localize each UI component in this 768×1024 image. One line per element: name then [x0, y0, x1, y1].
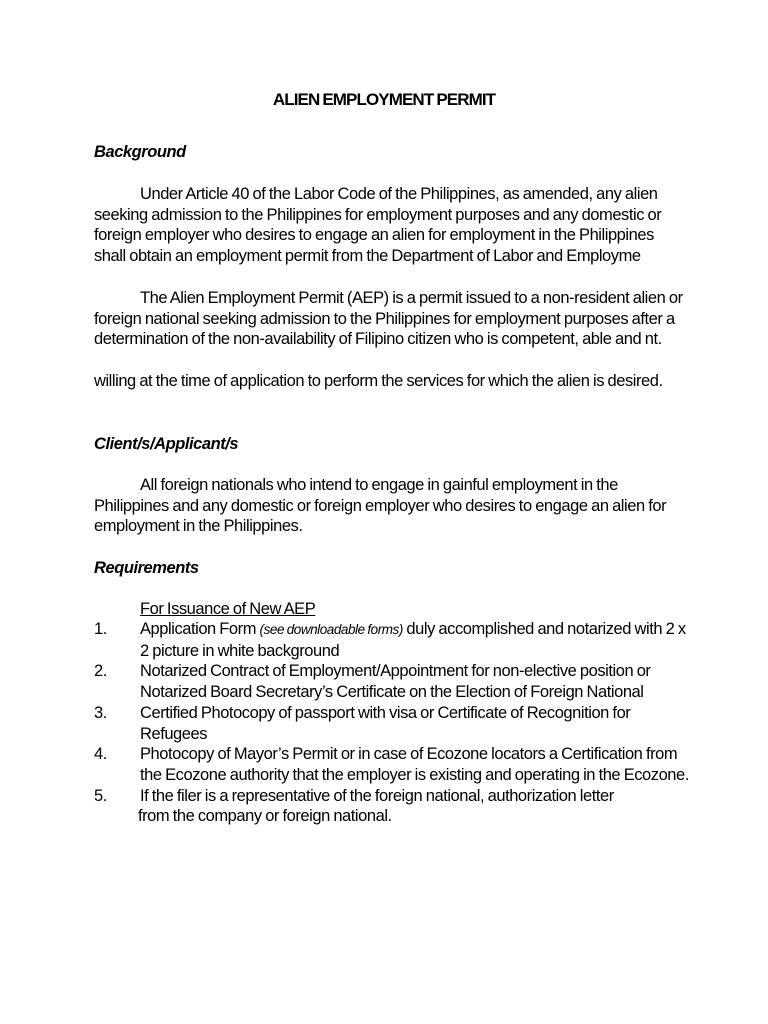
requirement-item-4	[94, 744, 694, 785]
document-title: ALIEN EMPLOYMENT PERMIT	[272, 90, 496, 109]
requirement-text: Notarized Contract of Employment/Appointment for non-elective position or Notarized Board Secretary’s Certificate on the Election of Foreign National	[140, 662, 651, 702]
requirements-list	[94, 619, 694, 827]
requirement-text-continued: from the company or foreign national.	[138, 807, 392, 826]
requirement-number: 2.	[94, 662, 107, 681]
requirement-item-3	[94, 703, 694, 744]
requirement-text: If the filer is a representative of the foreign national, authorization letter	[140, 786, 614, 805]
clients-paragraph	[94, 475, 684, 537]
requirement-text: Application Form	[140, 620, 260, 638]
background-paragraph-2-text: The Alien Employment Permit (AEP) is a permit issued to a non-resident alien or foreign national seeking admission to the Philippines for employment purposes after a determination of the non-availability of Filipino citizen who is competent, able and nt.	[94, 289, 683, 349]
requirement-number: 1.	[94, 620, 107, 638]
requirement-item-5	[94, 786, 694, 827]
clients-heading: Client/s/Applicant/s	[94, 435, 239, 453]
requirement-text: Photocopy of Mayor’s Permit or in case of Ecozone locators a Certification from the Ecozone authority that the employer is existing and operating in the Ecozone.	[140, 745, 689, 784]
requirement-number: 3.	[94, 703, 107, 722]
requirement-text: Certified Photocopy of passport with visa or Certificate of Recognition for Refugees	[140, 703, 631, 743]
requirement-item-1	[94, 619, 694, 661]
new-aep-subheading: For Issuance of New AEP	[140, 600, 316, 618]
background-paragraph-1	[94, 184, 684, 267]
background-paragraph-1-text: Under Article 40 of the Labor Code of the Philippines, as amended, any alien seeking admission to the Philippines for employment purposes and any domestic or foreign employer who desires to engage an alien for employment in the Philippines shall obtain an employment permit from the Department of Labor and Employme	[94, 185, 662, 266]
requirement-text-continued: duly accomplished and notarized with 2 x 2 picture in white background	[140, 620, 686, 660]
background-heading: Background	[94, 143, 186, 161]
requirement-number: 5.	[94, 786, 107, 805]
requirement-item-2	[94, 661, 694, 702]
background-paragraph-3: willing at the time of application to perform the services for which the alien is desired.	[94, 372, 663, 390]
clients-paragraph-text: All foreign nationals who intend to engage in gainful employment in the Philippines and any domestic or foreign employer who desires to engage an alien for employment in the Philippines.	[94, 476, 667, 536]
requirement-number: 4.	[94, 745, 107, 764]
requirements-heading: Requirements	[94, 559, 199, 577]
background-paragraph-2	[94, 288, 684, 350]
downloadable-forms-note: (see downloadable forms)	[259, 622, 403, 637]
